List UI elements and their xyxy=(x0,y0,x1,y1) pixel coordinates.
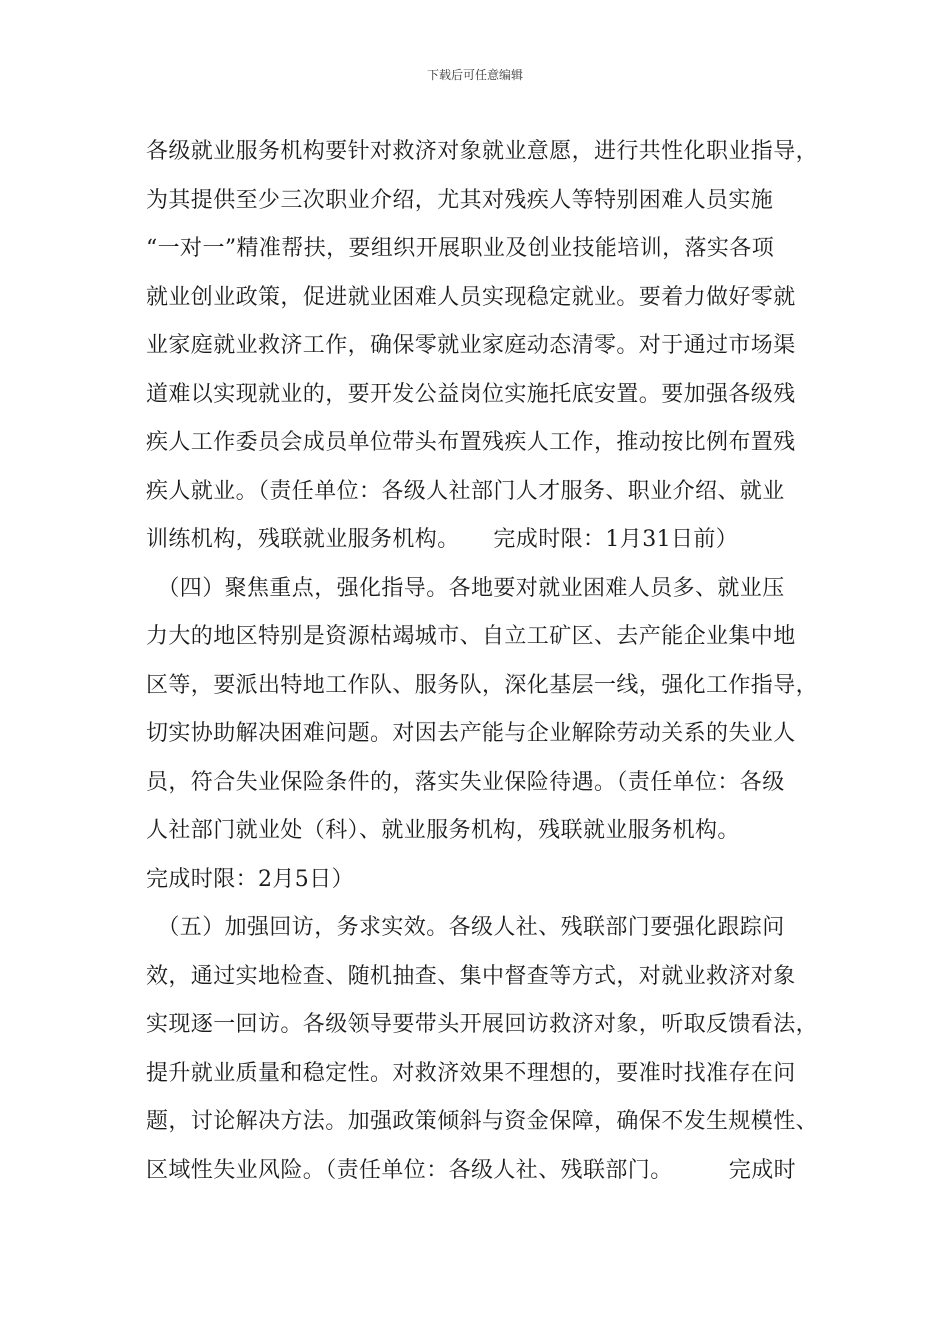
document-body xyxy=(146,128,822,1195)
text-line-21: 题，讨论解决方法。加强政策倾斜与资金保障，确保不发生规模性、 xyxy=(146,1109,819,1134)
page-header: 下载后可任意编辑 xyxy=(426,68,523,82)
text-line-17: （五）加强回访，务求实效。各级人社、残联部门要强化跟踪问 xyxy=(146,915,785,940)
text-line-2: 为其提供至少三次职业介绍，尤其对残疾人等特别困难人员实施 xyxy=(146,187,774,213)
text-line-15: 人社部门就业处（科）、就业服务机构，残联就业服务机构。 xyxy=(146,818,740,843)
text-line-9: 训练机构，残联就业服务机构。 完成时限：1月31日前） xyxy=(146,527,739,552)
text-line-1: 各级就业服务机构要针对救济对象就业意愿，进行共性化职业指导， xyxy=(146,139,819,164)
text-line-14: 员，符合失业保险条件的，落实失业保险待遇。（责任单位：各级 xyxy=(146,769,785,795)
text-line-18: 效，通过实地检查、随机抽查、集中督查等方式，对就业救济对象 xyxy=(146,963,796,989)
text-line-6: 道难以实现就业的，要开发公益岗位实施托底安置。要加强各级残 xyxy=(146,381,796,407)
text-line-10: （四）聚焦重点，强化指导。各地要对就业困难人员多、就业压 xyxy=(146,575,785,601)
text-line-16: 完成时限：2月5日） xyxy=(146,866,354,892)
text-line-4: 就业创业政策，促进就业困难人员实现稳定就业。要着力做好零就 xyxy=(146,284,796,310)
text-line-11: 力大的地区特别是资源枯竭城市、自立工矿区、去产能企业集中地 xyxy=(146,624,796,649)
text-line-19: 实现逐一回访。各级领导要带头开展回访救济对象，听取反馈看法， xyxy=(146,1012,819,1037)
text-line-8: 疾人就业。（责任单位：各级人社部门人才服务、职业介绍、就业 xyxy=(146,478,785,504)
text-line-5: 业家庭就业救济工作，确保零就业家庭动态清零。对于通过市场渠 xyxy=(146,333,796,358)
text-line-20: 提升就业质量和稳定性。对救济效果不理想的，要准时找准存在问 xyxy=(146,1060,796,1086)
text-line-13: 切实协助解决困难问题。对因去产能与企业解除劳动关系的失业人 xyxy=(146,721,796,746)
text-line-22: 区域性失业风险。（责任单位：各级人社、残联部门。 完成时 xyxy=(146,1157,797,1183)
text-line-3: “一对一”精准帮扶，要组织开展职业及创业技能培训，落实各项 xyxy=(146,236,775,261)
text-line-12: 区等，要派出特地工作队、服务队，深化基层一线，强化工作指导， xyxy=(146,672,819,698)
text-line-7: 疾人工作委员会成员单位带头布置残疾人工作，推动按比例布置残 xyxy=(146,430,796,455)
